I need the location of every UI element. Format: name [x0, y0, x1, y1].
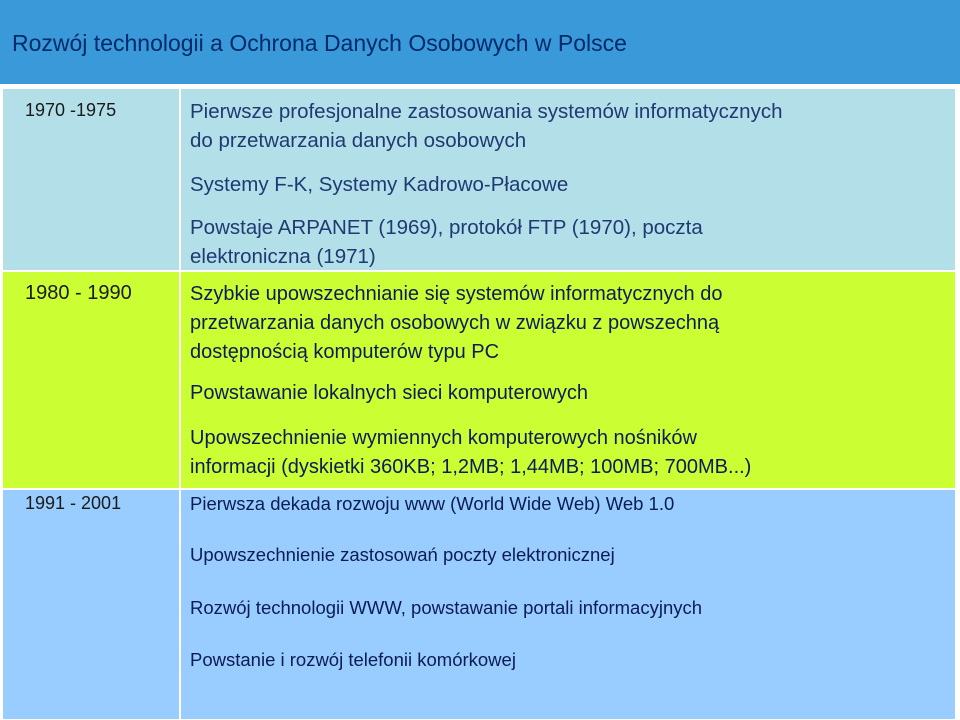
entry-line: informacji (dyskietki 360KB; 1,2MB; 1,44MB; 100MB; 700MB...) [190, 456, 752, 478]
timeline-entry [190, 491, 950, 517]
entry-line: Powstaje ARPANET (1969), protokół FTP (1970), poczta [190, 216, 703, 239]
page-title: Rozwój technologii a Ochrona Danych Osobowych w Polsce [12, 30, 627, 56]
period-label: 1991 - 2001 [25, 493, 122, 513]
entry-line: elektroniczna (1971) [190, 245, 376, 268]
entry-line: Szybkie upowszechnianie się systemów informatycznych do [190, 283, 723, 305]
entry-line: Powstanie i rozwój telefonii komórkowej [190, 649, 516, 670]
title-bar [0, 0, 960, 85]
timeline-entry [190, 424, 950, 482]
timeline-entry [190, 379, 950, 408]
timeline-entry [190, 647, 950, 673]
timeline-table [3, 89, 955, 719]
timeline-entry [190, 213, 950, 271]
timeline-entry [190, 280, 950, 367]
column-divider [179, 89, 181, 719]
entry-line: Powstawanie lokalnych sieci komputerowych [190, 382, 588, 404]
row-divider [3, 488, 955, 490]
entry-line: Rozwój technologii WWW, powstawanie portali informacyjnych [190, 597, 703, 618]
timeline-entry [190, 595, 950, 621]
period-label: 1980 - 1990 [25, 282, 132, 304]
timeline-entry [190, 170, 950, 199]
entry-line: przetwarzania danych osobowych w związku z powszechną [190, 312, 720, 334]
timeline-entry [190, 542, 950, 568]
entry-line: Pierwsze profesjonalne zastosowania systemów informatycznych [190, 100, 783, 123]
entry-line: Upowszechnienie wymiennych komputerowych nośników [190, 427, 697, 449]
entry-line: dostępnością komputerów typu PC [190, 341, 500, 363]
period-label: 1970 -1975 [25, 100, 117, 120]
timeline-entry [190, 97, 950, 155]
entry-line: Systemy F-K, Systemy Kadrowo-Płacowe [190, 173, 569, 196]
entry-line: do przetwarzania danych osobowych [190, 129, 527, 152]
entry-line: Pierwsza dekada rozwoju www (World Wide Web) Web 1.0 [190, 493, 675, 514]
entry-line: Upowszechnienie zastosowań poczty elektronicznej [190, 544, 615, 565]
